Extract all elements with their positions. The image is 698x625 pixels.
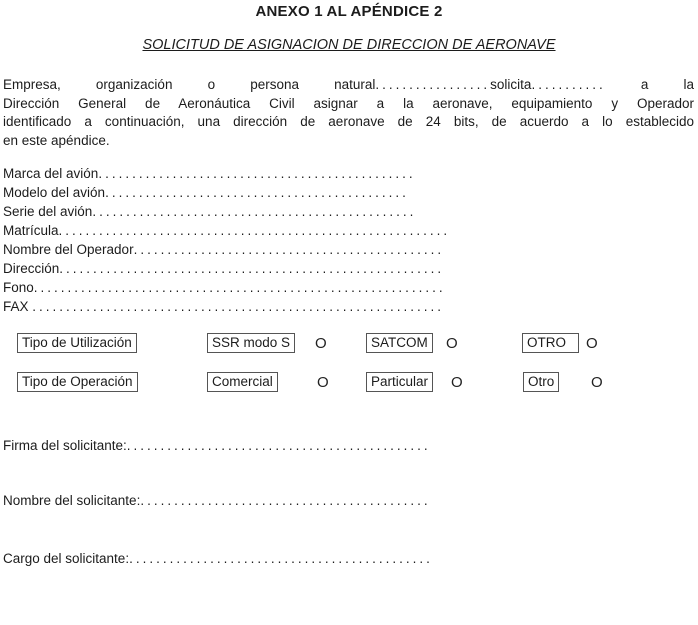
option-box-ssr-modo-s: SSR modo S [207, 333, 295, 353]
field-nombre-del-operador: Nombre del Operador.............................................. [3, 242, 445, 257]
dot-leader: ................. [375, 77, 491, 92]
dot-leader: .............................................. [133, 242, 445, 257]
dot-leader: ............................................. [129, 551, 433, 566]
field-direccion: Dirección......................................................... [3, 261, 445, 276]
paragraph-line-3: identificado a continuación, una dirección de aeronave de 24 bits, de acuerdo a lo establecido [3, 114, 694, 129]
dot-leader: ................................................ [92, 204, 417, 219]
operation-type-row [0, 372, 698, 396]
field-modelo-del-avion: Modelo del avión............................................. [3, 185, 409, 200]
option-box-comercial: Comercial [207, 372, 278, 392]
operation-label-box: Tipo de Operación [17, 372, 138, 392]
utilization-label-box: Tipo de Utilización [17, 333, 137, 353]
field-serie-del-avion: Serie del avión................................................ [3, 204, 417, 219]
document-subtitle-text: SOLICITUD DE ASIGNACION DE DIRECCION DE AERONAVE [142, 37, 556, 53]
option-box-otro: Otro [523, 372, 559, 392]
dot-leader: ......................................................... [59, 261, 445, 276]
option-box-otro-mayus: OTRO [522, 333, 579, 353]
field-fono: Fono............................................................. [3, 280, 446, 295]
field-marca-del-avion: Marca del avión............................................... [3, 166, 416, 181]
dot-leader: ............................................. [105, 185, 409, 200]
intro-paragraph [3, 76, 694, 150]
field-fax: FAX ............................................................. [3, 299, 445, 314]
signature-firma-line: Firma del solicitante:............................................. [3, 438, 431, 453]
dot-leader: ............................................................. [33, 280, 446, 295]
paragraph-line-1: Empresa, organización o persona natural.................solicita........... a la [3, 77, 694, 92]
option-box-particular: Particular [366, 372, 433, 392]
radio-circle-satcom: O [446, 335, 458, 352]
dot-leader: ............................................................. [32, 299, 445, 314]
dot-leader: .......................................................... [58, 223, 451, 238]
aircraft-fields [3, 164, 698, 316]
option-box-satcom: SATCOM [366, 333, 433, 353]
signature-cargo-line: Cargo del solicitante:............................................. [3, 551, 433, 566]
radio-circle-comercial: O [317, 374, 329, 391]
radio-circle-ssr-modo-s: O [315, 335, 327, 352]
document-title: ANEXO 1 AL APÉNDICE 2 [255, 3, 443, 20]
paragraph-line-4: en este apéndice. [3, 132, 110, 148]
dot-leader: ........... [531, 77, 606, 92]
radio-circle-otro-mayus: O [586, 335, 598, 352]
dot-leader: ............................................. [126, 438, 431, 453]
utilization-type-row [0, 333, 698, 357]
radio-circle-otro: O [591, 374, 603, 391]
dot-leader: ........................................... [140, 493, 431, 508]
radio-circle-particular: O [451, 374, 463, 391]
document-subtitle [0, 37, 698, 53]
signature-nombre-line: Nombre del solicitante:........................................... [3, 493, 431, 508]
paragraph-line-2: Dirección General de Aeronáutica Civil asignar a la aeronave, equipamiento y Operador [3, 95, 694, 111]
dot-leader: ............................................... [98, 166, 416, 181]
field-matricula: Matrícula.......................................................... [3, 223, 451, 238]
